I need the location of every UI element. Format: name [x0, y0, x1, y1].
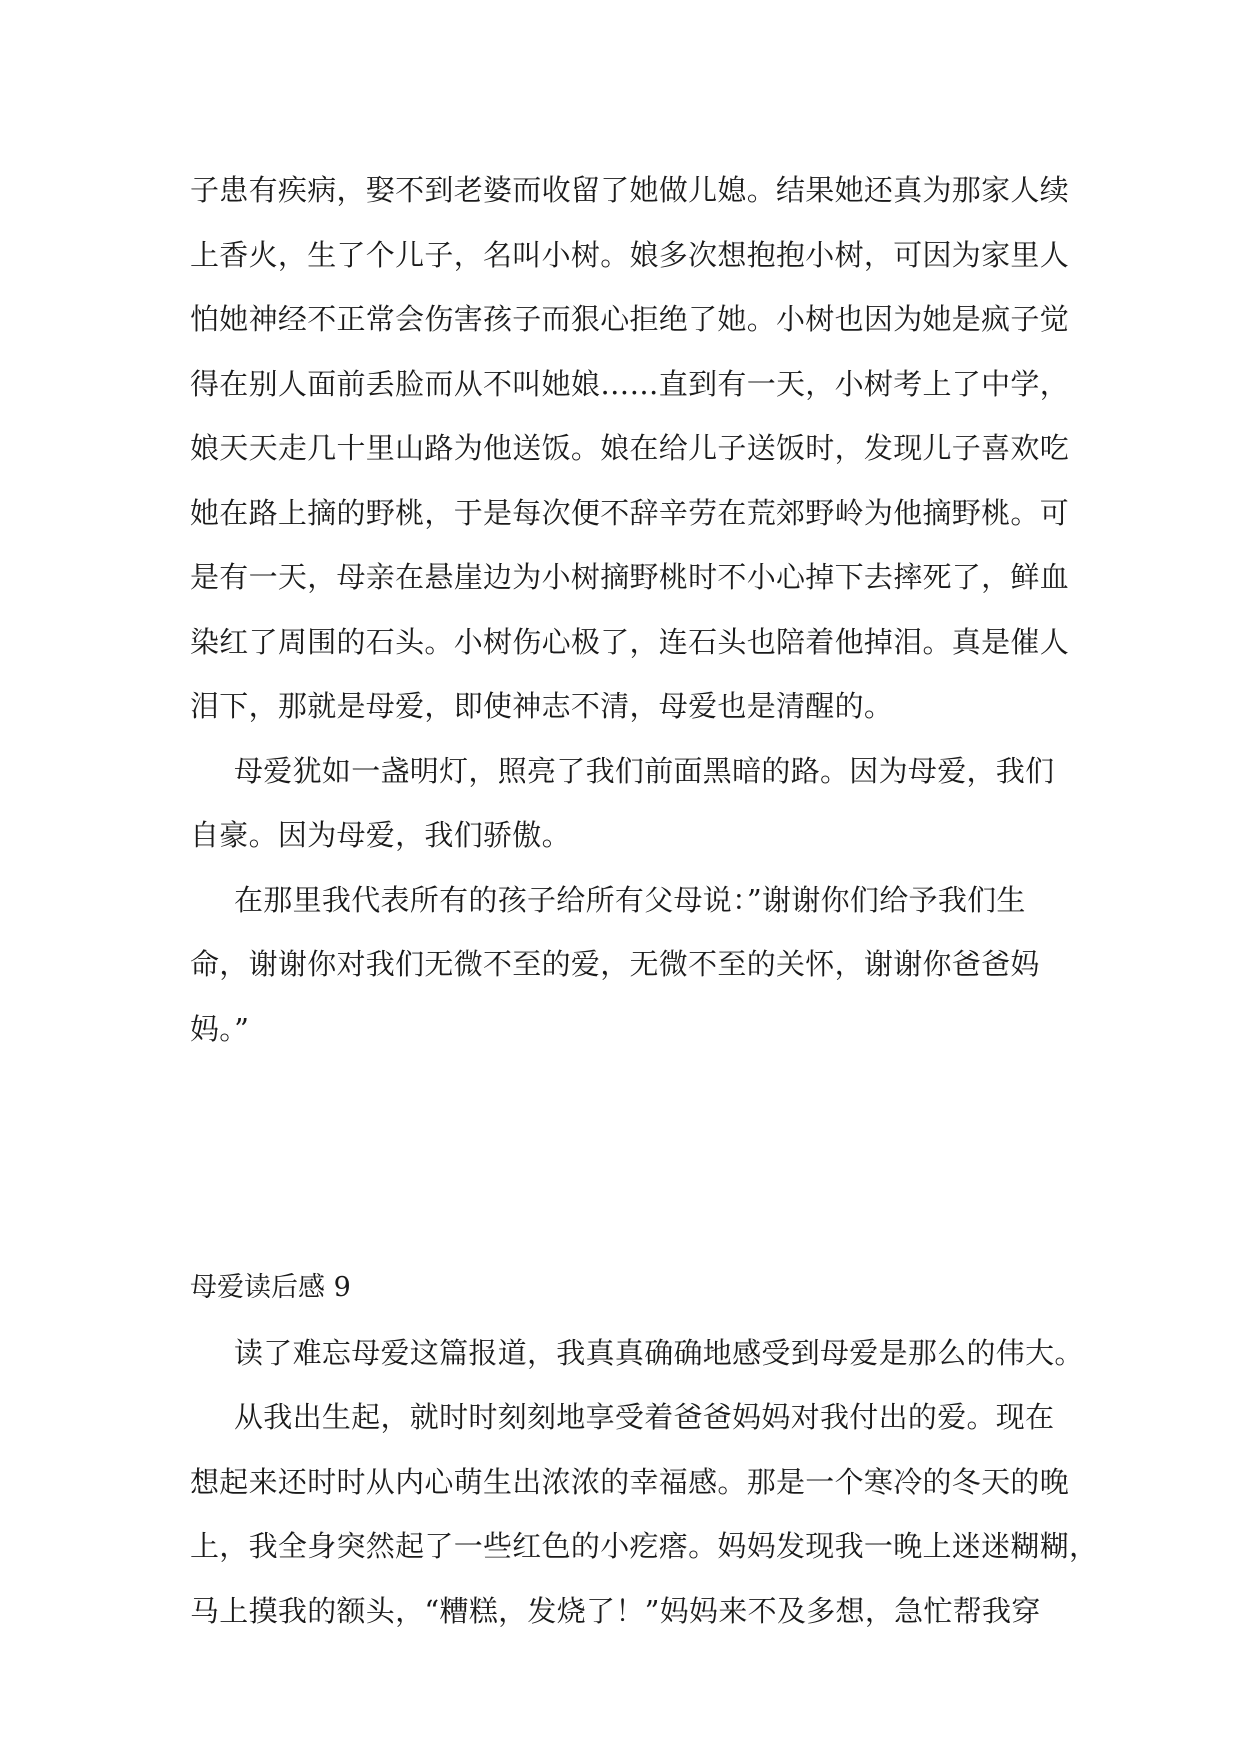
paragraph-mother-love-lamp [190, 739, 1070, 868]
text-line: 得在别人面前丢脸而从不叫她娘……直到有一天，小树考上了中学， [190, 366, 1070, 401]
document-body [190, 158, 1099, 1643]
text-line: 上香火，生了个儿子，名叫小树。娘多次想抱抱小树，可因为家里人 [190, 237, 1070, 272]
text-line: 在那里我代表所有的孩子给所有父母说：”谢谢你们给予我们生 [234, 882, 1026, 917]
text-line: 马上摸我的额头，“糟糕，发烧了！”妈妈来不及多想，急忙帮我穿 [190, 1593, 1041, 1628]
text-line: 泪下，那就是母爱，即使神志不清，母爱也是清醒的。 [190, 689, 894, 723]
text-line: 妈。” [190, 1011, 250, 1046]
text-line: 从我出生起，就时时刻刻地享受着爸爸妈妈对我付出的爱。现在 [234, 1400, 1055, 1434]
text-line: 怕她神经不正常会伤害孩子而狠心拒绝了她。小树也因为她是疯子觉 [190, 302, 1070, 336]
text-line: 娘天天走几十里山路为他送饭。娘在给儿子送饭时，发现儿子喜欢吃 [190, 431, 1070, 465]
text-line: 母爱犹如一盏明灯，照亮了我们前面黑暗的路。因为母爱，我们 [234, 753, 1055, 788]
text-line: 上，我全身突然起了一些红色的小疙瘩。妈妈发现我一晚上迷迷糊糊， [190, 1529, 1099, 1563]
text-line: 想起来还时时从内心萌生出浓浓的幸福感。那是一个寒冷的冬天的晚 [190, 1464, 1070, 1499]
text-line: 读了难忘母爱这篇报道，我真真确确地感受到母爱是那么的伟大。 [234, 1335, 1084, 1370]
text-line: 子患有疾病，娶不到老婆而收留了她做儿媳。结果她还真为那家人续 [190, 173, 1070, 207]
text-line: 她在路上摘的野桃，于是每次便不辞辛劳在荒郊野岭为他摘野桃。可 [190, 495, 1070, 530]
section-heading [190, 1256, 1070, 1321]
section-title: 母爱读后感 9 [190, 1272, 351, 1303]
section-gap [190, 1061, 1070, 1256]
text-line: 命，谢谢你对我们无微不至的爱，无微不至的关怀，谢谢你爸爸妈 [190, 947, 1040, 981]
paragraph-thanks-parents [190, 868, 1070, 1062]
text-line: 自豪。因为母爱，我们骄傲。 [190, 818, 571, 852]
text-line: 染红了周围的石头。小树伤心极了，连石头也陪着他掉泪。真是催人 [190, 624, 1070, 659]
paragraph-childhood-memory [190, 1385, 1099, 1643]
paragraph-story-continued [190, 158, 1070, 739]
paragraph-intro [190, 1321, 1084, 1386]
text-line: 是有一天，母亲在悬崖边为小树摘野桃时不小心掉下去摔死了，鲜血 [190, 560, 1070, 594]
